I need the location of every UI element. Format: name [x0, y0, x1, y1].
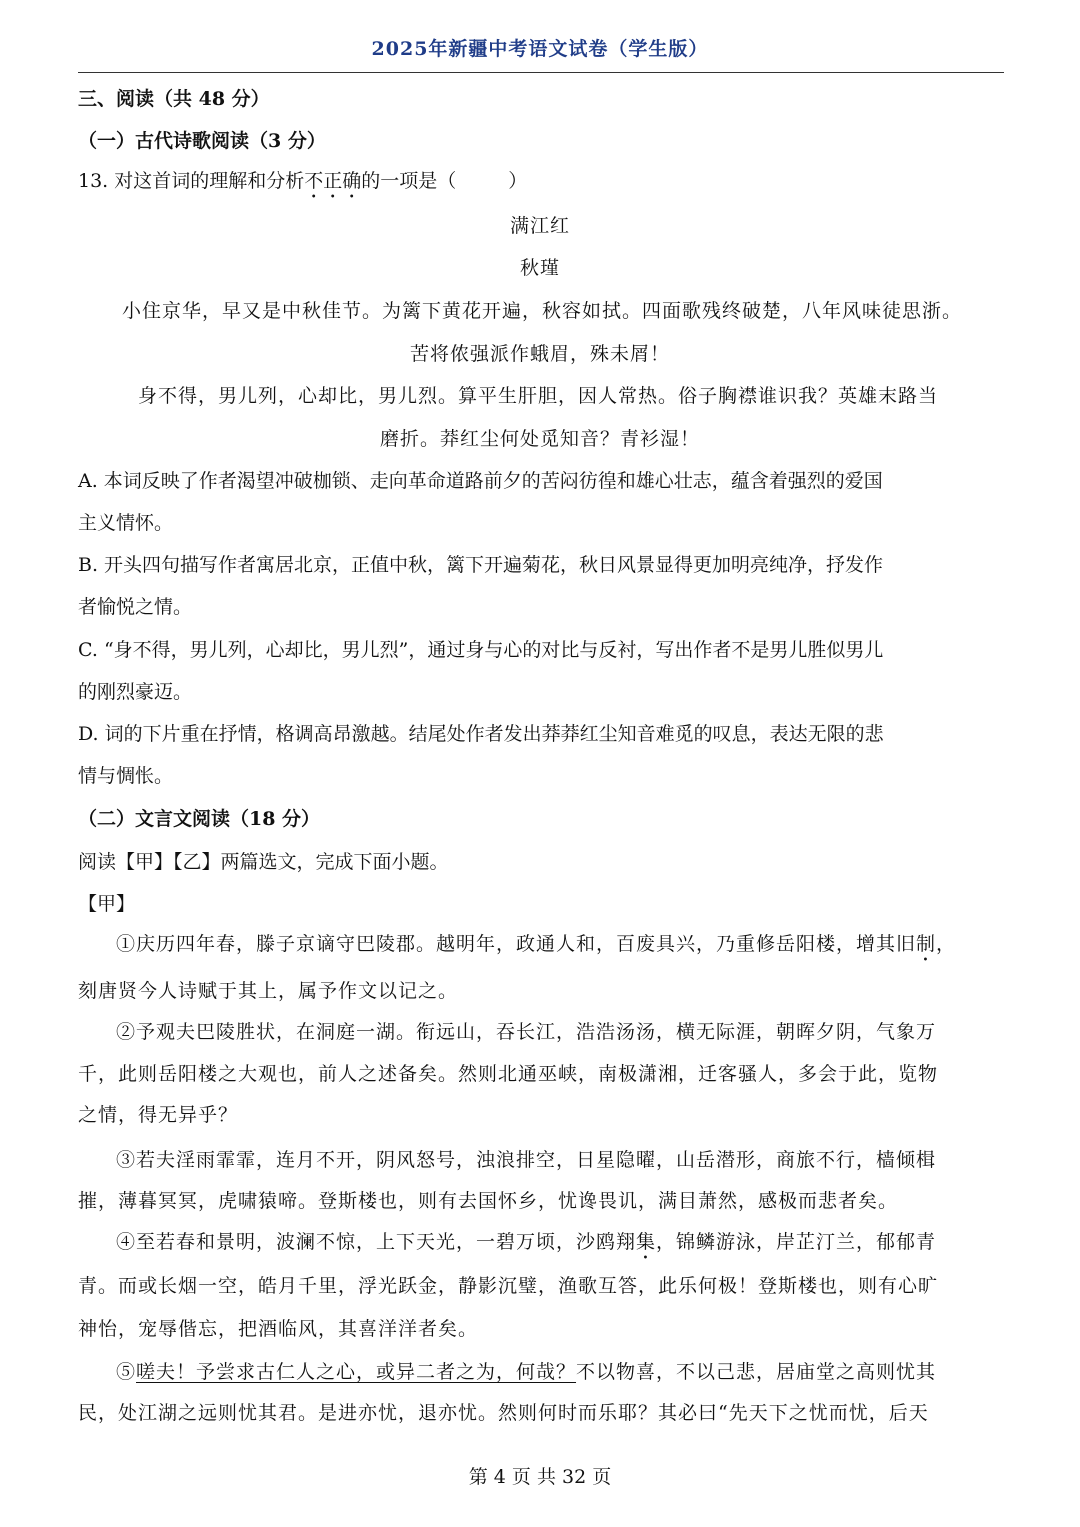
- paragraph-1-text: ①庆历四年春，滕子京谪守巴陵郡。越明年，政通人和，百废具兴，乃重修岳阳楼，增其旧: [116, 933, 917, 955]
- paragraph-4-text-end: ，锦鳞游泳，岸芷汀兰，郁郁青: [656, 1231, 937, 1253]
- passage-paragraph-1: [116, 930, 956, 966]
- poem-title: 满江红: [509, 215, 570, 237]
- option-a-cont: 主义情怀。: [78, 512, 174, 534]
- option-c: C. “身不得，男儿列，心却比，男儿烈”，通过身与心的对比与反衬，写出作者不是男儿胜似男儿: [78, 639, 884, 661]
- option-b: B. 开头四句描写作者寓居北京，正值中秋，篱下开遍菊花，秋日风景显得更加明亮纯净，抒发作: [78, 554, 884, 576]
- option-c-cont: 的刚烈豪迈。: [78, 681, 193, 703]
- passage-paragraph-5: [116, 1358, 936, 1386]
- passage-line: 民，处江湖之远则忧其君。是进亦忧，退亦忧。然则何时而乐耶？其必曰“先天下之忧而忧，后天: [78, 1402, 929, 1424]
- passage-line: 摧，薄暮冥冥，虎啸猿啼。登斯楼也，则有去国怀乡，忧谗畏讥，满目萧然，感极而悲者矣。: [78, 1190, 899, 1212]
- question-13-text: 13. 对这首词的理解和分析: [78, 170, 305, 192]
- part2-heading: （二）文言文阅读（18 分）: [78, 808, 321, 830]
- paragraph-1-text-end: ，: [936, 933, 957, 955]
- passage-line: 青。而或长烟一空，皓月千里，浮光跃金，静影沉璧，渔歌互答，此乐何极！登斯楼也，则有心旷: [78, 1275, 939, 1297]
- question-13-close: ）: [508, 170, 528, 192]
- passage-line: 千，此则岳阳楼之大观也，前人之述备矣。然则北通巫峡，南极潇湘，迁客骚人，多会于此，览物: [78, 1063, 939, 1085]
- passage-jia-label: 【甲】: [78, 893, 136, 915]
- passage-paragraph-2: ②予观夫巴陵胜状，在洞庭一湖。衔远山，吞长江，浩浩汤汤，横无际涯，朝晖夕阴，气象万: [116, 1021, 937, 1043]
- option-d-cont: 情与惆怅。: [78, 765, 174, 787]
- paragraph-5-number: ⑤: [116, 1361, 137, 1383]
- part2-instruction: 阅读【甲】【乙】两篇选文，完成下面小题。: [78, 851, 449, 873]
- poem-line: 身不得，男儿列，心却比，男儿烈。算平生肝胆，因人常热。俗子胸襟谁识我？英雄末路当: [138, 385, 939, 407]
- passage-line: 神怡，宠辱偕忘，把酒临风，其喜洋洋者矣。: [78, 1318, 479, 1340]
- poem-line: 苦将侬强派作蛾眉，殊未屑！: [409, 343, 670, 365]
- option-b-cont: 者愉悦之情。: [78, 596, 193, 618]
- poem-line: 磨折。莽红尘何处觅知音？青衫湿！: [379, 428, 700, 450]
- option-a: A. 本词反映了作者渴望冲破枷锁、走向革命道路前夕的苦闷彷徨和雄心壮志，蕴含着强烈的爱国: [78, 470, 883, 492]
- page-number: 第 4 页 共 32 页: [468, 1466, 612, 1488]
- paragraph-5-underlined-sentence: 嗟夫！予尝求古仁人之心，或异二者之为，何哉？: [136, 1361, 577, 1383]
- header-divider: [78, 72, 1004, 73]
- passage-paragraph-4: [116, 1228, 936, 1264]
- paragraph-4-text: ④至若春和景明，波澜不惊，上下天光，一碧万顷，沙鸥翔: [116, 1231, 637, 1253]
- paragraph-4-emphasis: 集: [636, 1231, 657, 1253]
- question-13-emphasis: 不正确: [304, 170, 362, 192]
- poem-author: 秋瑾: [519, 257, 560, 279]
- paragraph-5-text: 不以物喜，不以己悲，居庙堂之高则忧其: [576, 1361, 937, 1383]
- question-13: [78, 167, 527, 203]
- paragraph-1-emphasis: 制: [916, 933, 937, 955]
- poem-line: 小住京华，早又是中秋佳节。为篱下黄花开遍，秋容如拭。四面歌残终破楚，八年风味徒思浙。: [122, 300, 963, 322]
- question-13-text-end: 的一项是（: [361, 170, 457, 192]
- passage-paragraph-3: ③若夫淫雨霏霏，连月不开，阴风怒号，浊浪排空，日星隐曜，山岳潜形，商旅不行，樯倾楫: [116, 1149, 937, 1171]
- passage-line: 之情，得无异乎？: [78, 1104, 239, 1126]
- page-title: 2025年新疆中考语文试卷（学生版）: [371, 38, 709, 60]
- section-heading-reading: 三、阅读（共 48 分）: [78, 88, 270, 110]
- option-d: D. 词的下片重在抒情，格调高昂激越。结尾处作者发出莽莽红尘知音难觅的叹息，表达无限的悲: [78, 723, 884, 745]
- part1-heading: （一）古代诗歌阅读（3 分）: [78, 130, 326, 152]
- passage-line: 刻唐贤今人诗赋于其上，属予作文以记之。: [78, 980, 459, 1002]
